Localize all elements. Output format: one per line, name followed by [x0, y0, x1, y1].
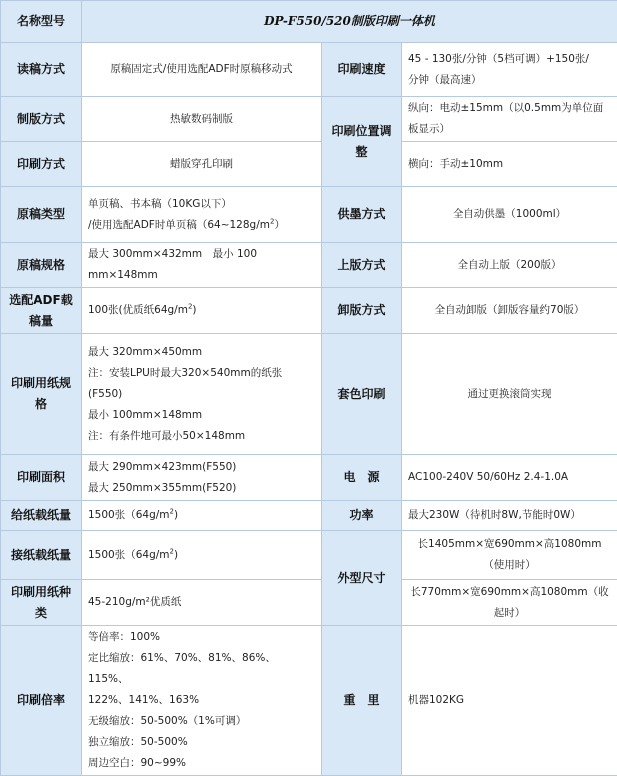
adf-capacity-label: 选配ADF载稿量	[1, 288, 82, 334]
paper-type-label: 印刷用纸种类	[1, 580, 82, 626]
original-type-line2	[88, 215, 315, 236]
position-adjust-vertical: 纵向：电动±15mm（以0.5mm为单位面板显示）	[402, 97, 617, 142]
weight-value: 机器102KG	[402, 626, 617, 776]
magnification-line: 定比缩放：61%、70%、81%、86%、115%、	[88, 648, 315, 690]
original-type-label: 原稿类型	[1, 187, 82, 243]
paper-size-line: 注：安装LPU时最大320×540mm的纸张(F550)	[88, 363, 315, 405]
table-row	[1, 501, 617, 531]
receive-capacity-label: 接纸载纸量	[1, 531, 82, 580]
magnification-line: 周边空白：90~99%	[88, 753, 315, 774]
ink-supply-label: 供墨方式	[322, 187, 402, 243]
weight-label: 重 里	[322, 626, 402, 776]
original-size-label: 原稿规格	[1, 243, 82, 288]
paper-size-line: 注：有条件地可最小50×148mm	[88, 426, 315, 447]
position-adjust-label: 印刷位置调整	[322, 97, 402, 187]
table-row	[1, 243, 617, 288]
adf-capacity-text: 100张(优质纸64g/m	[88, 304, 188, 316]
feed-capacity-label: 给纸载纸量	[1, 501, 82, 531]
table-row	[1, 1, 617, 43]
table-row	[1, 97, 617, 142]
feed-capacity-end: )	[174, 509, 178, 521]
position-adjust-horizontal: 横向：手动±10mm	[402, 142, 617, 187]
plate-loading-label: 上版方式	[322, 243, 402, 288]
magnification-line: 独立缩放：50-500%	[88, 732, 315, 753]
original-size-value: 最大 300mm×432mm 最小 100 mm×148mm	[82, 243, 322, 288]
feed-capacity-superscript: 2	[170, 508, 174, 516]
reading-mode-value: 原稿固定式/使用选配ADF时原稿移动式	[82, 43, 322, 97]
model-label: 名称型号	[1, 1, 82, 43]
paper-size-label: 印刷用纸规格	[1, 334, 82, 455]
plate-method-label: 制版方式	[1, 97, 82, 142]
dimensions-stored: 长770mm×宽690mm×高1080mm（收起时）	[402, 580, 617, 626]
plate-unloading-value: 全自动卸版（卸版容量约70版）	[402, 288, 617, 334]
dimensions-label: 外型尺寸	[322, 531, 402, 626]
table-row	[1, 580, 617, 626]
table-row	[1, 626, 617, 776]
table-row	[1, 43, 617, 97]
paper-size-line: 最大 320mm×450mm	[88, 342, 315, 363]
paper-size-value	[82, 334, 322, 455]
power-source-label: 电 源	[322, 455, 402, 501]
table-row	[1, 142, 617, 187]
color-printing-value: 通过更换滚筒实现	[402, 334, 617, 455]
plate-method-value: 热敏数码制版	[82, 97, 322, 142]
model-title: DP-F550/520制版印刷一体机	[82, 1, 617, 43]
plate-loading-value: 全自动上版（200版）	[402, 243, 617, 288]
dimensions-in-use: 长1405mm×宽690mm×高1080mm（使用时）	[402, 531, 617, 580]
color-printing-label: 套色印刷	[322, 334, 402, 455]
table-row	[1, 187, 617, 243]
receive-capacity-value	[82, 531, 322, 580]
print-area-value	[82, 455, 322, 501]
feed-capacity-text: 1500张（64g/m	[88, 509, 170, 521]
magnification-line: 等倍率：100%	[88, 627, 315, 648]
adf-capacity-superscript: 2	[188, 303, 192, 311]
magnification-value	[82, 626, 322, 776]
magnification-line: 122%、141%、163%	[88, 690, 315, 711]
original-type-line1: 单页稿、书本稿（10KG以下）	[88, 194, 315, 215]
feed-capacity-value	[82, 501, 322, 531]
table-row	[1, 531, 617, 580]
original-type-line2-text: /使用选配ADF时单页稿（64~128g/m	[88, 219, 270, 231]
print-area-line1: 最大 290mm×423mm(F550)	[88, 457, 315, 478]
receive-capacity-text: 1500张（64g/m	[88, 549, 170, 561]
magnification-label: 印刷倍率	[1, 626, 82, 776]
print-speed-line1: 45 - 130张/分钟（5档可调）+150张/	[408, 49, 611, 70]
original-type-value	[82, 187, 322, 243]
receive-capacity-superscript: 2	[170, 547, 174, 555]
plate-unloading-label: 卸版方式	[322, 288, 402, 334]
adf-capacity-value	[82, 288, 322, 334]
power-value: 最大230W（待机时8W,节能时0W）	[402, 501, 617, 531]
table-row	[1, 334, 617, 455]
print-area-label: 印刷面积	[1, 455, 82, 501]
power-source-value: AC100-240V 50/60Hz 2.4-1.0A	[402, 455, 617, 501]
print-speed-label: 印刷速度	[322, 43, 402, 97]
reading-mode-label: 读稿方式	[1, 43, 82, 97]
receive-capacity-end: )	[174, 549, 178, 561]
table-row	[1, 288, 617, 334]
print-speed-line2: 分钟（最高速）	[408, 70, 611, 91]
magnification-line: 无级缩放：50-500%（1%可调）	[88, 711, 315, 732]
paper-size-line: 最小 100mm×148mm	[88, 405, 315, 426]
adf-capacity-end: )	[192, 304, 196, 316]
print-method-value: 蜡版穿孔印刷	[82, 142, 322, 187]
original-type-line2-end: ）	[274, 219, 285, 231]
original-type-superscript: 2	[270, 217, 274, 225]
print-speed-value	[402, 43, 617, 97]
print-area-line2: 最大 250mm×355mm(F520)	[88, 478, 315, 499]
print-method-label: 印刷方式	[1, 142, 82, 187]
power-label: 功率	[322, 501, 402, 531]
ink-supply-value: 全自动供墨（1000ml）	[402, 187, 617, 243]
paper-type-value: 45-210g/m²优质纸	[82, 580, 322, 626]
table-row	[1, 455, 617, 501]
